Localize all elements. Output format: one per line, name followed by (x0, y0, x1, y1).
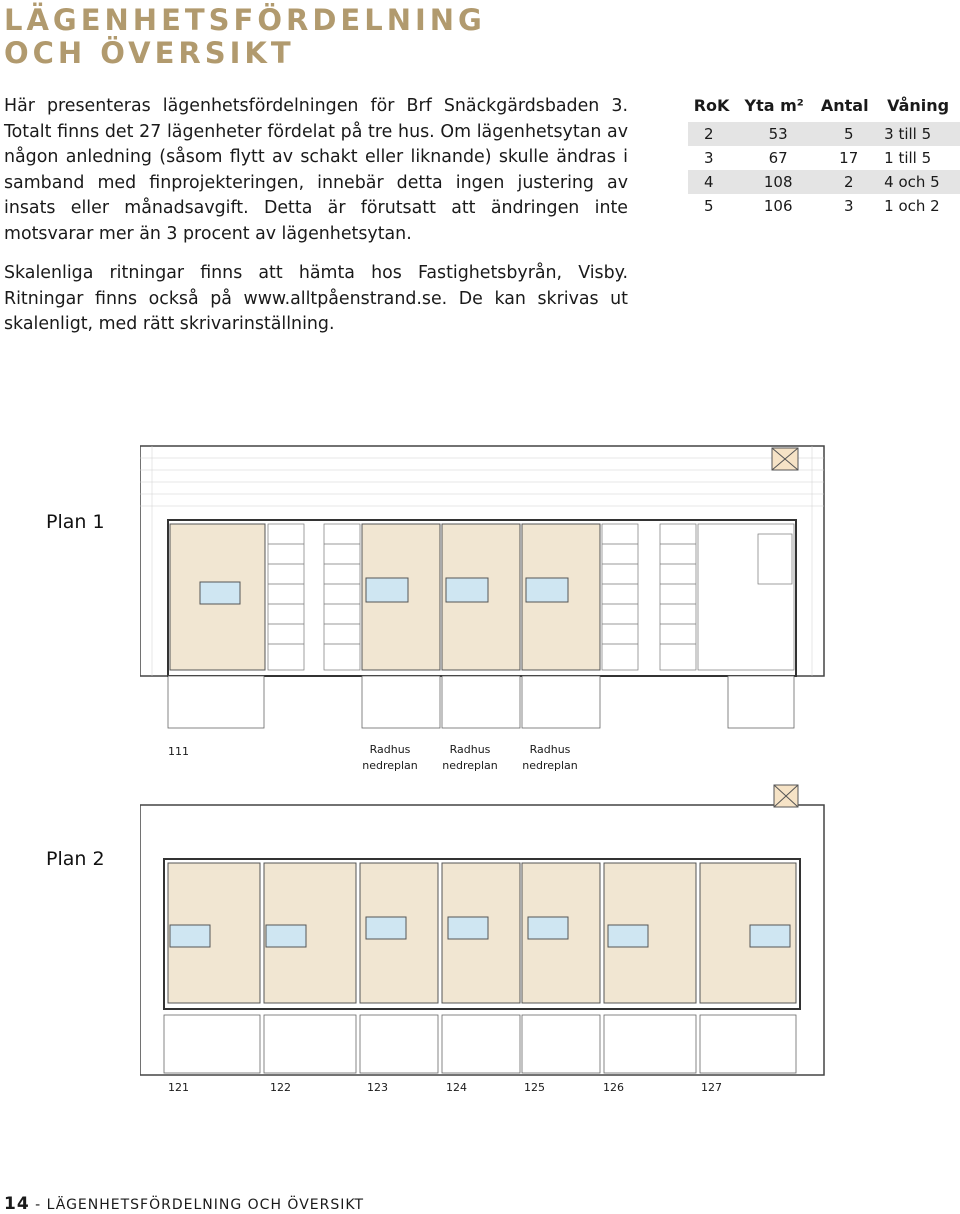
plan2-floorplan (140, 783, 830, 1079)
plan1-radhus-1 (362, 742, 418, 774)
cell-rok: 2 (688, 122, 735, 146)
plan1-radhus-3 (522, 742, 578, 774)
cell-antal: 2 (813, 170, 876, 194)
cell-yta: 108 (735, 170, 813, 194)
plan2-unit-127: 127 (701, 1081, 722, 1094)
cell-antal: 17 (839, 149, 859, 167)
cell-vaning: 4 och 5 (876, 170, 960, 194)
intro-text (4, 94, 628, 352)
radhus-label: Radhus (449, 743, 491, 756)
cell-rok: 3 (704, 149, 714, 167)
plan1-unit-111: 111 (168, 745, 189, 758)
nedreplan-label: nedreplan (362, 759, 418, 772)
intro-paragraph-2: Skalenliga ritningar finns att hämta hos Fastighetsbyrån, Visby. Ritningar finns också på www.alltpåenstrand.se. De kan skrivas ut skalenligt, med rätt skrivarinställning. (4, 263, 628, 334)
cell-antal: 5 (813, 122, 876, 146)
cell-yta: 106 (763, 197, 793, 215)
nedreplan-label: nedreplan (522, 759, 578, 772)
header-yta: Yta m² (744, 95, 804, 115)
apartment-distribution-table (688, 94, 960, 218)
plan1-corner-marker (772, 448, 798, 470)
plan1-floorplan (140, 444, 830, 744)
page-title-line1: LÄGENHETSFÖRDELNING (4, 3, 486, 37)
header-rok: RoK (693, 95, 730, 115)
radhus-label: Radhus (369, 743, 411, 756)
plan1-label: Plan 1 (46, 511, 105, 533)
plan1-radhus-units (362, 524, 600, 670)
table-row (688, 122, 960, 146)
cell-yta: 53 (735, 122, 813, 146)
table-header-row (688, 94, 960, 122)
plan2-unit-122: 122 (270, 1081, 291, 1094)
page-number: 14 (4, 1194, 30, 1214)
page-footer (4, 1194, 364, 1214)
nedreplan-label: nedreplan (442, 759, 498, 772)
intro-paragraph-1: Här presenteras lägenhetsfördelningen för Brf Snäckgärdsbaden 3. Totalt finns det 27 lägenheter fördelat på tre hus. Om lägenhetsytan av någon anledning (såsom flytt av schakt eller liknande) skulle ändras i samband med finprojekteringen, innebär detta ingen justering av insats eller månadsavgift. Detta är förutsatt att ändringen inte motsvarar mer än 3 procent av lägenhetsytan. (4, 96, 628, 244)
table-row (688, 170, 960, 194)
cell-yta: 67 (768, 149, 788, 167)
cell-vaning: 1 till 5 (884, 149, 932, 167)
table-row (688, 146, 960, 170)
page-title-line2: OCH ÖVERSIKT (4, 36, 295, 70)
plan2-corner-marker (774, 785, 798, 807)
footer-separator: - (29, 1197, 47, 1213)
cell-vaning: 1 och 2 (884, 197, 940, 215)
plan2-label: Plan 2 (46, 848, 105, 870)
radhus-label: Radhus (529, 743, 571, 756)
footer-section: LÄGENHETSFÖRDELNING OCH ÖVERSIKT (46, 1197, 365, 1213)
header-antal: Antal (820, 95, 869, 115)
plan1-technical (602, 524, 794, 670)
plan2-unit-124: 124 (446, 1081, 467, 1094)
plan1-radhus-2 (442, 742, 498, 774)
cell-antal: 3 (843, 197, 854, 215)
cell-rok: 5 (704, 197, 714, 215)
cell-vaning: 3 till 5 (876, 122, 960, 146)
plan2-unit-121: 121 (168, 1081, 189, 1094)
plan1-patios (168, 676, 794, 728)
plan2-unit-126: 126 (603, 1081, 624, 1094)
plan2-unit-125: 125 (524, 1081, 545, 1094)
page-title (4, 4, 486, 70)
table-row (688, 194, 960, 218)
plan2-unit-123: 123 (367, 1081, 388, 1094)
header-vaning: Våning (887, 95, 950, 115)
plan2-balconies (164, 1015, 796, 1073)
cell-rok: 4 (688, 170, 735, 194)
